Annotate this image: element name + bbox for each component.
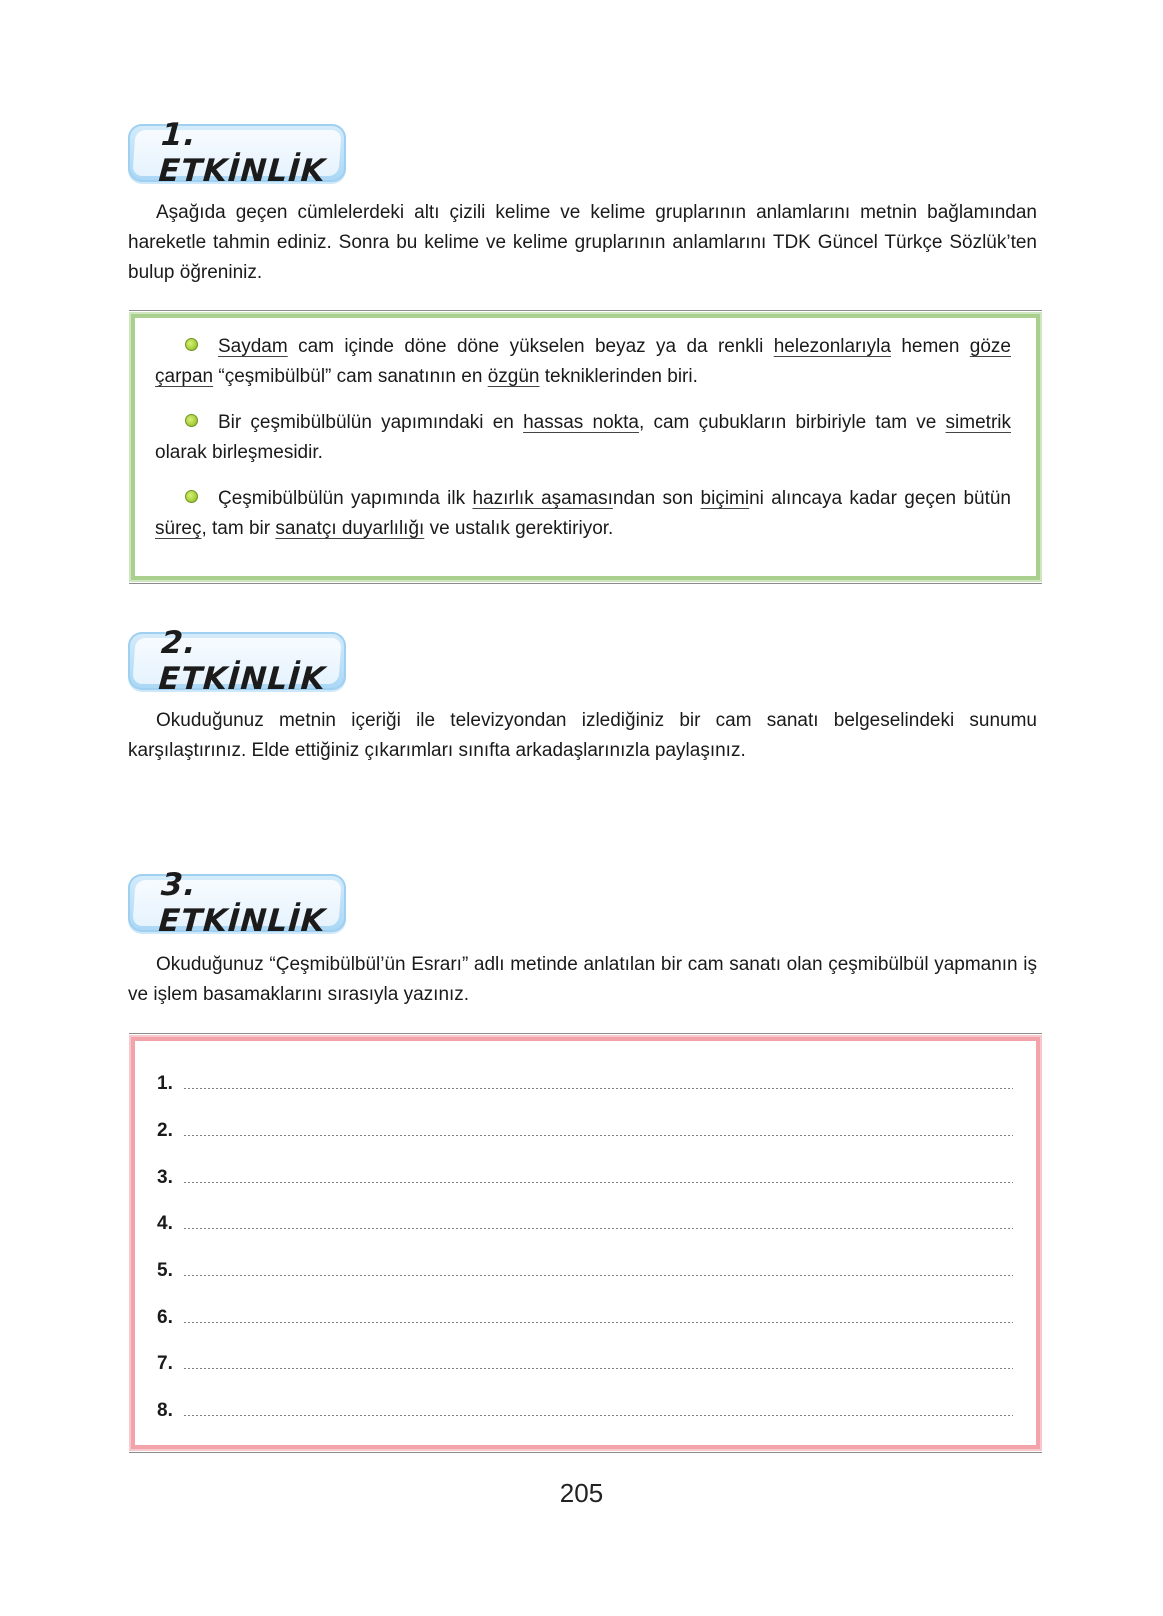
dotted-line [183,1322,1013,1323]
dotted-line [183,1228,1013,1229]
activity-2-title: 2. ETKİNLİK [132,638,341,684]
sentence-fragment: Bir çeşmibülbülün yapımındaki en [218,412,524,433]
activity-1-intro [128,198,1037,288]
step-number: 1. [157,1073,173,1094]
activity-3-intro [128,950,1037,1010]
answer-line[interactable] [157,1392,1013,1422]
underlined-term: helezonlarıyla [773,336,891,357]
box-top-rule [129,1033,1042,1034]
dotted-line [183,1088,1013,1089]
step-number: 6. [157,1307,173,1328]
sentence-fragment: hemen [890,336,970,357]
answer-line[interactable] [157,1205,1013,1235]
sentence-text [155,488,1011,539]
activity-1-badge [128,117,346,189]
vocabulary-sentences-box [131,314,1040,580]
activity-3-intro-text: Okuduğunuz “Çeşmibülbül’ün Esrarı” adlı metinde anlatılan bir cam sanatı olan çeşmibülbül yapmanın iş ve işlem basamaklarını sırasıyla yazınız. [128,954,1037,1005]
page-number: 205 [559,1478,604,1508]
dotted-line [183,1135,1013,1136]
step-number: 5. [157,1260,173,1281]
underlined-term: simetrik [945,412,1011,433]
box-bottom-rule [129,1452,1042,1453]
sentence-fragment: , tam bir [201,518,276,539]
dotted-line [183,1182,1013,1183]
activity-2-intro [128,706,1037,766]
green-bullet-icon [185,414,198,427]
sentence-1 [155,332,1011,392]
green-bullet-icon [185,490,198,503]
sentence-fragment: ve ustalık gerektiriyor. [424,518,614,539]
sentence-fragment: cam içinde döne döne yükselen beyaz ya da renkli [287,336,774,357]
step-number: 7. [157,1353,173,1374]
answer-line[interactable] [157,1159,1013,1189]
sentence-fragment: olarak birleşmesidir. [155,442,323,463]
dotted-line [183,1275,1013,1276]
sentence-fragment: Çeşmibülbülün yapımında ilk [218,488,473,509]
steps-answer-box [131,1037,1040,1449]
sentence-3 [155,484,1011,544]
sentence-text [155,336,1011,387]
dotted-line [183,1368,1013,1369]
step-number: 3. [157,1167,173,1188]
activity-3-title: 3. ETKİNLİK [132,880,341,926]
underlined-term: süreç [155,518,202,539]
underlined-term: hazırlık aşaması [472,488,613,509]
underlined-term: hassas nokta [523,412,639,433]
sentence-fragment: ndan son [612,488,701,509]
activity-1-title: 1. ETKİNLİK [132,130,341,176]
step-number: 4. [157,1213,173,1234]
sentence-fragment: ni alıncaya kadar geçen bütün [749,488,1011,509]
box-top-rule [129,310,1042,311]
underlined-term: sanatçı duyarlılığı [275,518,425,539]
answer-line[interactable] [157,1112,1013,1142]
activity-1-intro-text: Aşağıda geçen cümlelerdeki altı çizili kelime ve kelime gruplarının anlamlarını metnin bağlamından hareketle tahmin ediniz. Sonra bu kelime ve kelime gruplarının anlamlarını TDK Güncel Türkçe Sözlük’ten bulup öğreniniz. [128,202,1037,283]
answer-line[interactable] [157,1065,1013,1095]
underlined-term: özgün [487,366,540,387]
underlined-term: Saydam [218,336,288,357]
green-bullet-icon [185,338,198,351]
sentence-fragment: , cam çubukların birbiriyle tam ve [638,412,946,433]
underlined-term: göze çarpan [155,336,1011,387]
sentence-text [155,412,1011,463]
sentence-2 [155,408,1011,468]
answer-line[interactable] [157,1345,1013,1375]
sentence-fragment: tekniklerinden biri. [539,366,698,387]
activity-3-badge [128,867,346,939]
activity-2-intro-text: Okuduğunuz metnin içeriği ile televizyondan izlediğiniz bir cam sanatı belgeselindeki sunumu karşılaştırınız. Elde ettiğiniz çıkarımları sınıfta arkadaşlarınızla paylaşınız. [128,710,1037,761]
dotted-line [183,1415,1013,1416]
box-bottom-rule [129,583,1042,584]
answer-line[interactable] [157,1299,1013,1329]
step-number: 2. [157,1120,173,1141]
answer-line[interactable] [157,1252,1013,1282]
underlined-term: biçimi [700,488,750,509]
step-number: 8. [157,1400,173,1421]
activity-2-badge [128,625,346,697]
sentence-fragment: “çeşmibülbül” cam sanatının en [213,366,488,387]
